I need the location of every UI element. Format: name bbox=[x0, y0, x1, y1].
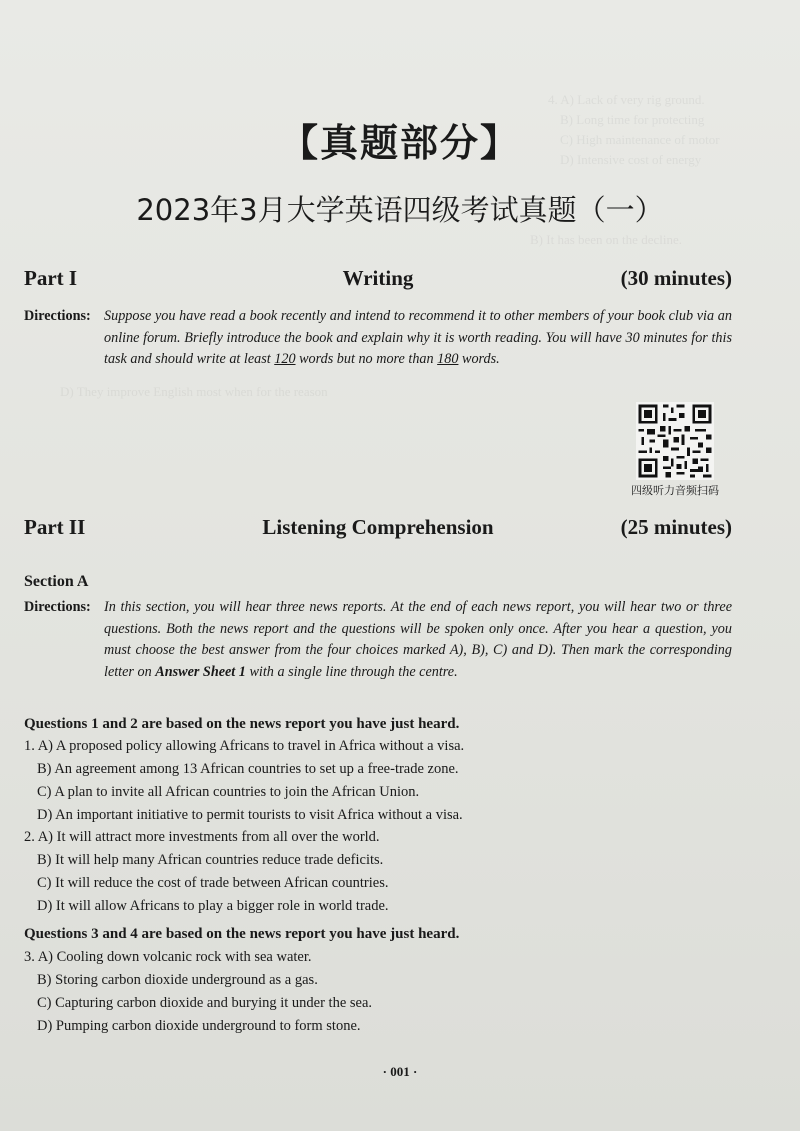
part2-time: (25 minutes) bbox=[620, 515, 732, 539]
part2-directions-label: Directions: bbox=[24, 599, 91, 615]
qr-code-block[interactable] bbox=[616, 402, 734, 498]
q2-option-c: C) It will reduce the cost of trade between African countries. bbox=[37, 875, 389, 891]
answer-sheet-name: Answer Sheet 1 bbox=[155, 663, 246, 680]
part1-directions bbox=[24, 306, 732, 371]
q2-option-d: D) It will allow Africans to play a bigger role in world trade. bbox=[37, 898, 389, 914]
part2-label: Part II bbox=[24, 515, 86, 539]
q2-option-b: B) It will help many African countries reduce trade deficits. bbox=[37, 852, 384, 868]
min-words: 120 bbox=[274, 351, 296, 367]
q1-option-d: D) An important initiative to permit tourists to visit Africa without a visa. bbox=[37, 807, 463, 823]
part1-directions-pre: Suppose you have read a book recently and intend to recommend it to other members of your book club via an online forum. Briefly introduce the book and explain why it is worth reading. You will have 30 minutes for this task and should write at least bbox=[104, 308, 732, 367]
section-a-heading: Section A bbox=[24, 573, 89, 590]
part1-directions-text bbox=[104, 306, 732, 371]
part2-directions-pre: In this section, you will hear three news reports. At the end of each news report, you will hear two or three questions. Both the news report and the questions will be spoken only once. After you hear a question, you must choose the best answer from the four choices marked A), B), C) and D). Then mark the corresponding letter on bbox=[104, 599, 732, 680]
q3-option-b: B) Storing carbon dioxide underground as a gas. bbox=[37, 972, 318, 988]
q2-option-a: 2. A) It will attract more investments from all over the world. bbox=[24, 829, 380, 845]
q1-option-b: B) An agreement among 13 African countries to set up a free-trade zone. bbox=[37, 761, 459, 777]
q1-option-c: C) A plan to invite all African countries to join the African Union. bbox=[37, 784, 420, 800]
part1-directions-mid: words but no more than bbox=[295, 351, 438, 367]
q3-option-d: D) Pumping carbon dioxide underground to form stone. bbox=[37, 1018, 361, 1034]
part2-title: Listening Comprehension bbox=[262, 515, 494, 539]
part1-label: Part I bbox=[24, 266, 78, 290]
page-number: · 001 · bbox=[382, 1064, 418, 1079]
question-group-1-heading: Questions 1 and 2 are based on the news report you have just heard. bbox=[24, 716, 460, 732]
part1-directions-label: Directions: bbox=[24, 308, 91, 324]
q1-option-a: 1. A) A proposed policy allowing Africans to travel in Africa without a visa. bbox=[24, 738, 465, 754]
exam-title: 2023年3月大学英语四级考试真题（一） bbox=[136, 193, 664, 227]
part1-time: (30 minutes) bbox=[620, 266, 732, 290]
max-words: 180 bbox=[437, 351, 459, 367]
question-group-2-heading: Questions 3 and 4 are based on the news report you have just heard. bbox=[24, 926, 460, 942]
q3-option-a: 3. A) Cooling down volcanic rock with sea water. bbox=[24, 949, 312, 965]
part2-directions-post: with a single line through the centre. bbox=[245, 663, 458, 680]
qr-code[interactable] bbox=[636, 402, 714, 480]
part2-directions-text bbox=[104, 597, 732, 683]
q3-option-c: C) Capturing carbon dioxide and burying it under the sea. bbox=[37, 995, 373, 1011]
section-banner: 【真题部分】 bbox=[279, 121, 520, 165]
qr-caption: 四级听力音频扫码 bbox=[631, 484, 719, 497]
part1-directions-post: words. bbox=[458, 351, 500, 367]
page: 4. A) Lack of very rig ground. B) Long time for protecting C) High maintenance of motor D) Intensive cost of energy B) It has been on the decline. D) They improve English most when for the reason 【真题部分】 2023年3月大学英语四级考试真题（一） Part I Writing (30 minutes) Directions: Suppose you have read a book recently and intend to recommend it to other members of your book club via an online forum. Briefly introduce the book and explain why it is worth reading. You will have 30 minutes for this task and should write at least 120 words but no more than 180 words. 四级听力音频扫码 Part II Listening Comprehension (25 minutes) Section A Directions: In this section, you will hear three news reports. At the end of each news report, you will hear two or three questions. Both the news report and the questions will be spoken only once. After you hear a question, you must choose the best answer from the four choices marked A), B), C) and D). Then mark the corresponding letter on Answer Sheet 1 with a single line through the centre. Questions 1 and 2 are based on the news report you have just heard. 1. A) A proposed policy allowing Africans to travel in Africa without a visa. B) An agreement among 13 African countries to set up a free-trade zone. C) A plan to invite all African countries to join the African Union. D) An important initiative to permit tourists to visit Africa without a visa. 2. A) It will attract more investments from all over the world. B) It will help many African countries reduce trade deficits. C) It will reduce the cost of trade between African countries. D) It will allow Africans to play a bigger role in world trade. Questions 3 and 4 are based on the news report you have just heard. 3. A) Cooling down volcanic rock with sea water. B) Storing carbon dioxide underground as a gas. C) Capturing carbon dioxide and burying it under the sea. D) Pumping carbon dioxide underground to form stone. · 001 · bbox=[0, 0, 800, 1131]
part1-title: Writing bbox=[342, 266, 414, 290]
part2-directions bbox=[24, 597, 732, 683]
